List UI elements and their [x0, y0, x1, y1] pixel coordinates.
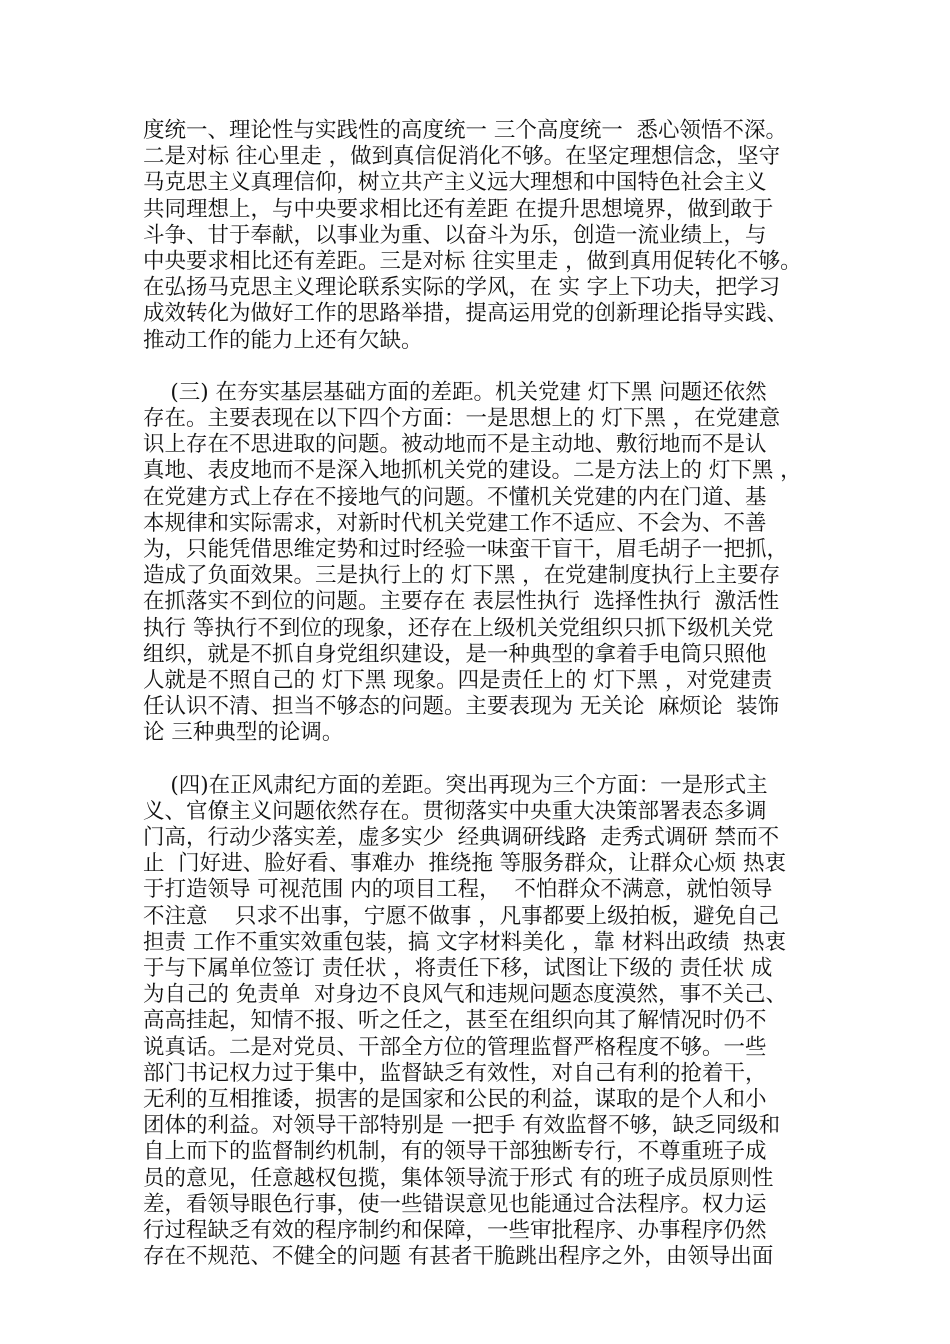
text-line: 高高挂起，知情不报、听之任之，甚至在组织向其了解情况时仍不: [143, 1008, 767, 1034]
text-line: (三) 在夯实基层基础方面的差距。机关党建 灯下黑 问题还依然: [143, 379, 767, 405]
text-line: 执行 等执行不到位的现象，还存在上级机关党组织只抓下级机关党: [143, 615, 774, 641]
paragraph-gap: [143, 747, 823, 773]
text-line: (四)在正风肃纪方面的差距。突出再现为三个方面：一是形式主: [143, 772, 768, 798]
paragraph-gap: [143, 354, 823, 380]
text-line: 于打造领导 可视范围 内的项目工程， 不怕群众不满意，就怕领导: [143, 877, 773, 903]
text-line: 任认识不清、担当不够态的问题。主要表现为 无关论 麻烦论 装饰: [143, 694, 780, 720]
text-line: 二是对标 往心里走 ，做到真信促消化不够。在坚定理想信念，坚守: [143, 144, 781, 170]
text-line: 成效转化为做好工作的思路举措，提高运用党的创新理论指导实践、: [143, 301, 789, 327]
text-line: 人就是不照自己的 灯下黑 现象。四是责任上的 灯下黑 ，对党建责: [143, 667, 773, 693]
text-line: 推动工作的能力上还有欠缺。: [143, 327, 423, 353]
text-line: 为，只能凭借思维定势和过时经验一味蛮干盲干，眉毛胡子一把抓，: [143, 537, 789, 562]
text-line: 在抓落实不到位的问题。主要存在 表层性执行 选择性执行 激活性: [143, 589, 780, 615]
text-line: 存在不规范、不健全的问题 有甚者干脆跳出程序之外，由领导出面: [143, 1244, 774, 1270]
text-line: 论 三种典型的论调。: [143, 720, 344, 746]
text-line: 中央要求相比还有差距。三是对标 往实里走 ，做到真用促转化不够。: [143, 248, 802, 274]
paragraph-section-four: [143, 773, 823, 1271]
text-line: 在党建方式上存在不接地气的问题。不懂机关党建的内在门道、基: [143, 484, 767, 510]
text-line: 员的意见，任意越权包揽，集体领导流于形式 有的班子成员原则性: [143, 1165, 774, 1191]
text-line: 度统一、理论性与实践性的高度统一 三个高度统一 悉心领悟不深。: [143, 118, 788, 143]
text-line: 在弘扬马克思主义理论联系实际的学风，在 实 字上下功夫，把学习: [143, 275, 781, 301]
text-line: 识上存在不思进取的问题。被动地而不是主动地、敷衍地而不是认: [143, 432, 767, 458]
paragraph-continuation: [143, 118, 823, 354]
text-line: 共同理想上，与中央要求相比还有差距 在提升思想境界，做到敢于: [143, 196, 774, 222]
text-line: 门高，行动少落实差，虚多实少 经典调研线路 走秀式调研 禁而不: [143, 825, 780, 851]
text-line: 团体的利益。对领导干部特别是 一把手 有效监督不够，缺乏同级和: [143, 1113, 781, 1139]
text-line: 无利的互相推诿，损害的是国家和公民的利益，谋取的是个人和小: [143, 1086, 767, 1112]
text-line: 行过程缺乏有效的程序制约和保障，一些审批程序、办事程序仍然: [143, 1217, 767, 1243]
text-line: 真地、表皮地而不是深入地抓机关党的建设。二是方法上的 灯下黑 ，: [143, 458, 802, 484]
text-line: 为自己的 免责单 对身边不良风气和违规问题态度漠然，事不关己、: [143, 982, 788, 1008]
text-line: 义、官僚主义问题依然存在。贯彻落实中央重大决策部署表态多调: [143, 798, 767, 824]
text-line: 斗争、甘于奉献，以事业为重、以奋斗为乐，创造一流业绩上，与: [143, 222, 767, 248]
text-line: 于与下属单位签订 责任状 ，将责任下移，试图让下级的 责任状 成: [143, 956, 773, 981]
text-line: 马克思主义真理信仰，树立共产主义远大理想和中国特色社会主义: [143, 170, 767, 196]
text-line: 自上而下的监督制约机制，有的领导干部独断专行，不尊重班子成: [143, 1139, 767, 1165]
text-line: 止 门好进、脸好看、事难办 推绕拖 等服务群众，让群众心烦 热衷: [143, 851, 787, 877]
text-line: 造成了负面效果。三是执行上的 灯下黑 ，在党建制度执行上主要存: [143, 563, 781, 589]
text-line: 不注意 只求不出事，宁愿不做事 ，凡事都要上级拍板，避免自己: [143, 903, 780, 929]
document-page: [143, 118, 823, 1270]
paragraph-section-three: [143, 380, 823, 747]
text-line: 说真话。二是对党员、干部全方位的管理监督严格程度不够。一些: [143, 1034, 767, 1060]
text-line: 担责 工作不重实效重包装，搞 文字材料美化 ，靠 材料出政绩 热衷: [143, 929, 787, 955]
text-line: 组织，就是不抓自身党组织建设，是一种典型的拿着手电筒只照他: [143, 641, 767, 667]
text-line: 本规律和实际需求，对新时代机关党建工作不适应、不会为、不善: [143, 510, 767, 536]
text-line: 差，看领导眼色行事，使一些错误意见也能通过合法程序。权力运: [143, 1191, 767, 1217]
text-line: 部门书记权力过于集中，监督缺乏有效性，对自己有利的抢着干，: [143, 1060, 767, 1086]
text-line: 存在。主要表现在以下四个方面：一是思想上的 灯下黑 ，在党建意: [143, 406, 781, 432]
